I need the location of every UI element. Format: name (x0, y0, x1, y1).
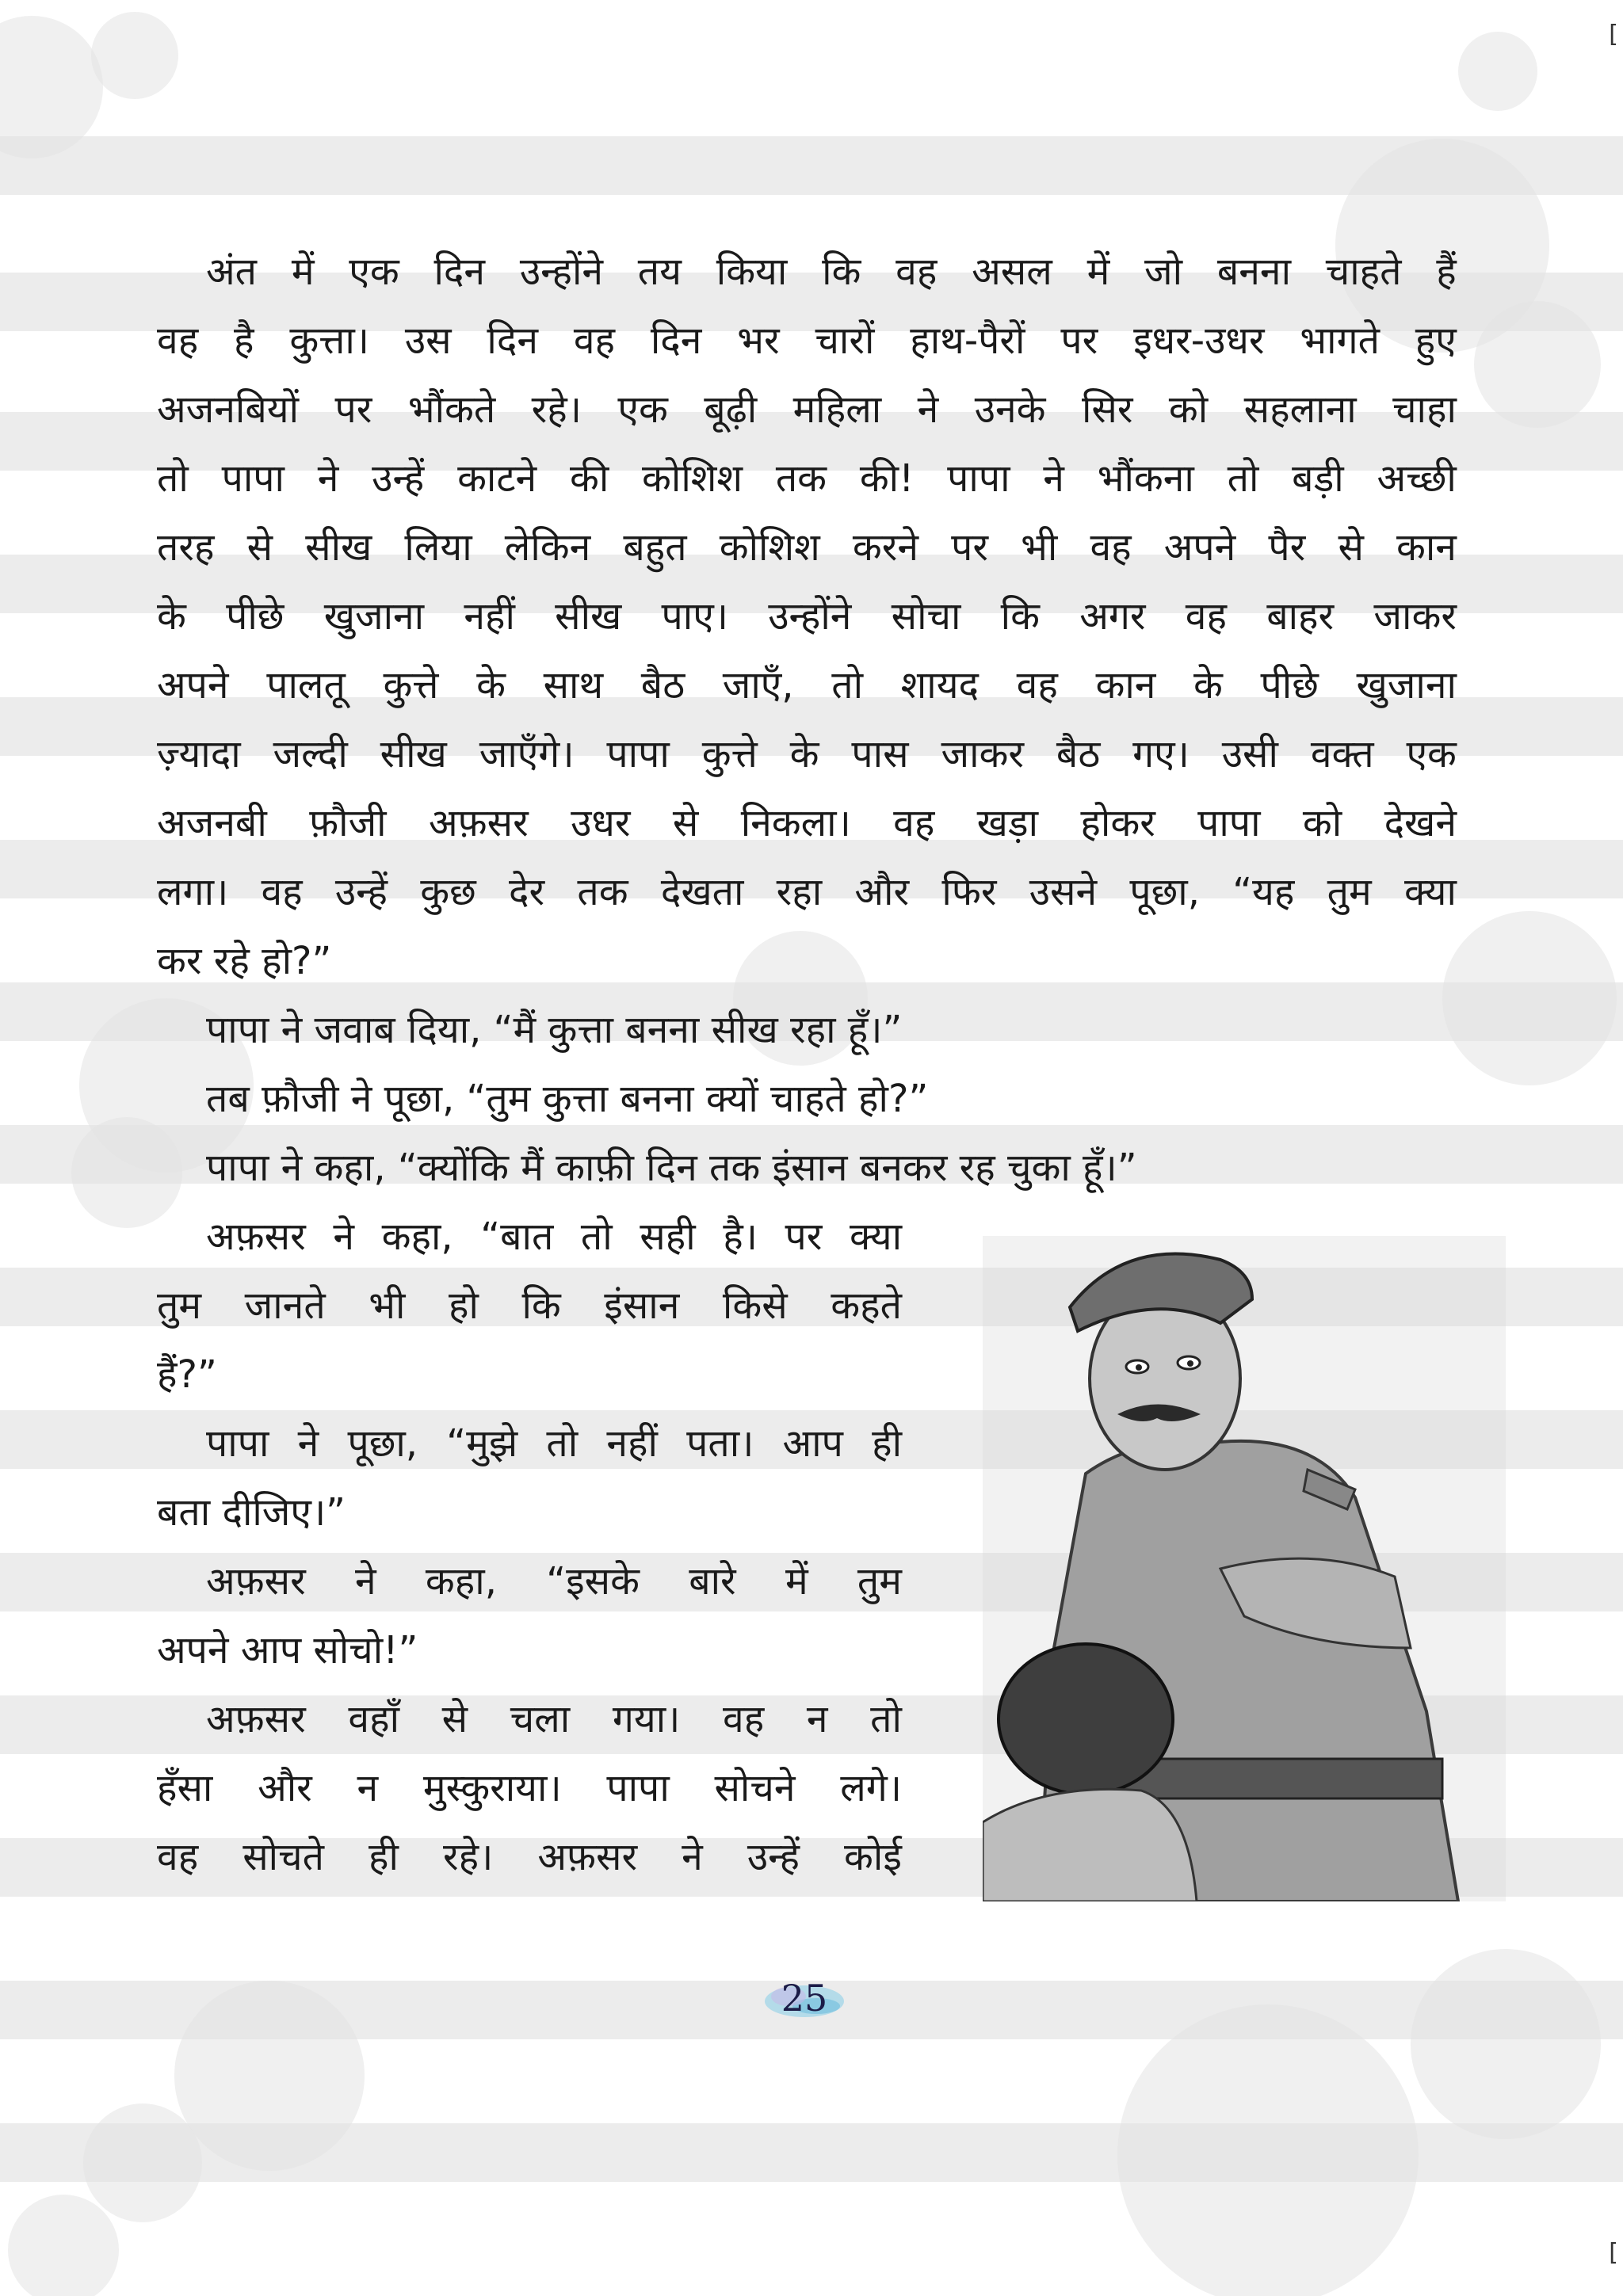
text-line (157, 720, 1457, 789)
word: “मुझे (446, 1421, 518, 1466)
word: तो (580, 1215, 613, 1259)
word: खड़ा (976, 801, 1039, 845)
paragraph (157, 1134, 1457, 1203)
word: अफ़सर (428, 801, 529, 845)
word: बारे (689, 1559, 736, 1604)
word: साथ (543, 663, 604, 707)
word: क्या (1403, 870, 1457, 914)
word: भी (369, 1283, 406, 1328)
text-line: बता दीजिए।” (157, 1490, 346, 1535)
word: पर (951, 525, 989, 570)
word: उन्हें (747, 1835, 800, 1879)
word: “बात (480, 1215, 554, 1259)
word: वह (157, 318, 199, 363)
word: कि (521, 1283, 561, 1328)
word: को (1302, 801, 1342, 845)
word: लगा। (157, 870, 229, 914)
word: गए। (1132, 732, 1190, 776)
text-line (157, 651, 1457, 720)
word: वह (1016, 663, 1058, 707)
word: अपने (1163, 525, 1236, 570)
word: देखता (660, 870, 744, 914)
word: अफ़सर (206, 1559, 306, 1604)
paragraph (157, 1409, 902, 1547)
word: पालतू (266, 663, 346, 707)
word: हाथ-पैरों (910, 318, 1025, 363)
word: पापा (606, 732, 670, 776)
word: पास (851, 732, 909, 776)
word: कोशिश (642, 456, 743, 501)
word: ने (333, 1215, 354, 1259)
word: लिया (404, 525, 472, 570)
word: खुजाना (1356, 663, 1457, 707)
word: पैर (1268, 525, 1306, 570)
word: खुजाना (323, 594, 425, 639)
text-line (157, 444, 1457, 513)
word: अगर (1079, 594, 1146, 639)
crop-mark-bottom-right: [ (1606, 2239, 1621, 2267)
text-line (157, 307, 1457, 376)
word: दिन (650, 318, 702, 363)
paragraph (157, 238, 1457, 996)
word: क्या (850, 1215, 902, 1259)
word: हो (448, 1283, 479, 1328)
word: और (854, 870, 910, 914)
word: जानते (244, 1283, 326, 1328)
word: तुम (157, 1283, 202, 1328)
word: की! (859, 456, 915, 501)
word: तो (870, 1697, 902, 1741)
word: जल्दी (273, 732, 348, 776)
word: ने (297, 1421, 319, 1466)
word: उन्होंने (768, 594, 852, 639)
word: कि (1000, 594, 1040, 639)
word: सोचने (714, 1766, 796, 1810)
word: असल (972, 250, 1052, 294)
word: हुए (1415, 318, 1457, 363)
word: सही (640, 1215, 696, 1259)
word: पापा (606, 1766, 670, 1810)
word: भागते (1300, 318, 1380, 363)
word: चारों (815, 318, 875, 363)
word: अफ़सर (206, 1697, 306, 1741)
word: न (357, 1766, 379, 1810)
word: तो (831, 663, 863, 707)
word: तो (546, 1421, 579, 1466)
text-line (157, 513, 1457, 582)
word: वह (1090, 525, 1132, 570)
word: कुत्ता। (289, 318, 369, 363)
word: कहा, (425, 1559, 497, 1604)
word: वह (896, 250, 938, 294)
word: पर (785, 1215, 823, 1259)
word: काटने (457, 456, 537, 501)
word: ही (369, 1835, 399, 1879)
word: दिन (433, 250, 486, 294)
text-line (157, 789, 1457, 858)
word: देखने (1384, 801, 1457, 845)
word: कुत्ते (383, 663, 439, 707)
word: इधर-उधर (1133, 318, 1265, 363)
paragraph (157, 1685, 902, 1892)
word: में (1086, 250, 1110, 294)
word: पापा (206, 1421, 269, 1466)
paragraph (157, 1547, 902, 1685)
word: उन्हें (334, 870, 388, 914)
word: नहीं (606, 1421, 658, 1466)
word: “इसके (546, 1559, 640, 1604)
word: लगे। (840, 1766, 902, 1810)
word: बाहर (1266, 594, 1335, 639)
word: पीछे (1260, 663, 1319, 707)
text-line: हैं?” (157, 1352, 217, 1397)
word: जाकर (1373, 594, 1457, 639)
word: सीख (305, 525, 372, 570)
word: बैठ (640, 663, 685, 707)
word: न (806, 1697, 828, 1741)
text-line (157, 858, 1457, 927)
word: वह (723, 1697, 765, 1741)
word: पापा (1197, 801, 1261, 845)
word: तो (1227, 456, 1259, 501)
text-line (157, 1754, 902, 1823)
text-line: कर रहे हो?” (157, 939, 332, 983)
word: शायद (900, 663, 980, 707)
word: कहते (831, 1283, 902, 1328)
word: फ़ौजी (309, 801, 387, 845)
word: कुछ (420, 870, 476, 914)
word: है। (723, 1215, 758, 1259)
word: सीख (380, 732, 447, 776)
word: जो (1144, 250, 1183, 294)
crop-mark-top-right: [ (1606, 21, 1621, 48)
word: वह (893, 801, 935, 845)
word: उन्होंने (519, 250, 604, 294)
word: वह (1185, 594, 1227, 639)
word: वह (157, 1835, 199, 1879)
word: वह (573, 318, 615, 363)
text-line (157, 1272, 902, 1341)
word: वक्त (1310, 732, 1374, 776)
word: आप (782, 1421, 843, 1466)
word: उन्हें (372, 456, 425, 501)
word: ने (317, 456, 339, 501)
word: होकर (1080, 801, 1155, 845)
word: अच्छी (1377, 456, 1457, 501)
word: महिला (792, 387, 882, 432)
paragraph (157, 996, 1457, 1065)
word: है (234, 318, 254, 363)
text-line (157, 582, 1457, 651)
word: अफ़सर (537, 1835, 638, 1879)
word: चाहते (1325, 250, 1402, 294)
word: बनना (1216, 250, 1291, 294)
word: सिर (1081, 387, 1133, 432)
word: उसने (1029, 870, 1098, 914)
word: के (157, 594, 186, 639)
word: अजनबियों (157, 387, 300, 432)
word: मुस्कुराया। (422, 1766, 562, 1810)
word: तक (577, 870, 628, 914)
word: से (672, 801, 699, 845)
word: जाएँगे। (479, 732, 575, 776)
word: उस (404, 318, 452, 363)
word: ने (1043, 456, 1064, 501)
word: दिन (487, 318, 538, 363)
word: सोचा (891, 594, 961, 639)
word: ने (682, 1835, 703, 1879)
word: कहा, (381, 1215, 453, 1259)
word: एक (349, 250, 399, 294)
word: नहीं (464, 594, 515, 639)
word: एक (1406, 732, 1457, 776)
word: तो (157, 456, 189, 501)
word: तय (637, 250, 682, 294)
word: बड़ी (1292, 456, 1344, 501)
text-line (157, 1685, 902, 1754)
word: तुम (1327, 870, 1372, 914)
word: निकला। (740, 801, 851, 845)
word: के (476, 663, 506, 707)
word: तक (775, 456, 827, 501)
word: उनके (974, 387, 1046, 432)
word: पर (334, 387, 372, 432)
text-line: तब फ़ौजी ने पूछा, “तुम कुत्ता बनना क्यों चाहते हो?” (206, 1077, 929, 1121)
word: भर (737, 318, 780, 363)
word: पापा (947, 456, 1010, 501)
word: वह (261, 870, 303, 914)
word: इंसान (604, 1283, 680, 1328)
word: हँसा (157, 1766, 213, 1810)
word: उसी (1221, 732, 1278, 776)
word: कोई (844, 1835, 902, 1879)
word: पर (1060, 318, 1098, 363)
text-line: पापा ने कहा, “क्योंकि मैं काफ़ी दिन तक इंसान बनकर रह चुका हूँ।” (206, 1146, 1137, 1190)
word: सीख (555, 594, 622, 639)
word: भी (1021, 525, 1058, 570)
word: से (441, 1697, 468, 1741)
word: कान (1095, 663, 1156, 707)
word: लेकिन (504, 525, 591, 570)
word: बैठ (1056, 732, 1101, 776)
word: अंत (206, 250, 258, 294)
word: से (246, 525, 273, 570)
page-number (761, 1974, 848, 2022)
word: ही (872, 1421, 902, 1466)
word: रहे। (531, 387, 582, 432)
word: रहे। (442, 1835, 494, 1879)
word: पता। (686, 1421, 754, 1466)
word: पापा (221, 456, 285, 501)
word: तरह (157, 525, 215, 570)
word: और (258, 1766, 312, 1810)
word: देर (509, 870, 545, 914)
word: कि (822, 250, 861, 294)
word: “यह (1232, 870, 1295, 914)
word: ज़्यादा (157, 732, 241, 776)
word: से (1338, 525, 1364, 570)
text-line (157, 1547, 902, 1616)
page-number-text: 25 (781, 1977, 828, 2019)
word: पूछा, (1129, 870, 1200, 914)
word: पाए। (661, 594, 728, 639)
word: में (785, 1559, 808, 1604)
paragraph (157, 1203, 902, 1409)
word: किसे (722, 1283, 788, 1328)
word: वहाँ (348, 1697, 400, 1741)
word: तुम (857, 1559, 902, 1604)
story-text (157, 238, 1457, 1892)
word: जाएँ, (722, 663, 794, 707)
text-line (157, 1203, 902, 1272)
word: की (569, 456, 609, 501)
word: भौंकना (1097, 456, 1194, 501)
word: पूछा, (347, 1421, 418, 1466)
word: चला (510, 1697, 571, 1741)
word: चाहा (1392, 387, 1457, 432)
word: सहलाना (1243, 387, 1357, 432)
word: जाकर (941, 732, 1025, 776)
word: अपने (157, 663, 229, 707)
word: ने (355, 1559, 376, 1604)
word: कोशिश (719, 525, 820, 570)
word: के (789, 732, 819, 776)
word: अफ़सर (206, 1215, 306, 1259)
text-line: अपने आप सोचो!” (157, 1628, 418, 1672)
word: रहा (776, 870, 823, 914)
word: गया। (612, 1697, 681, 1741)
word: में (291, 250, 315, 294)
word: अजनबी (157, 801, 267, 845)
word: बहुत (623, 525, 687, 570)
word: सोचते (242, 1835, 324, 1879)
text-line (157, 1823, 902, 1892)
word: को (1168, 387, 1209, 432)
word: करने (852, 525, 919, 570)
word: हैं (1436, 250, 1457, 294)
word: उधर (571, 801, 631, 845)
word: भौंकते (407, 387, 496, 432)
text-line (157, 376, 1457, 444)
word: के (1193, 663, 1223, 707)
text-line (157, 238, 1457, 307)
word: किया (716, 250, 788, 294)
word: बूढ़ी (704, 387, 758, 432)
paragraph (157, 1065, 1457, 1134)
word: ने (917, 387, 939, 432)
word: एक (617, 387, 668, 432)
word: पीछे (226, 594, 285, 639)
word: फिर (941, 870, 997, 914)
text-line (157, 1409, 902, 1478)
word: कुत्ते (701, 732, 758, 776)
word: कान (1396, 525, 1457, 570)
text-line: पापा ने जवाब दिया, “मैं कुत्ता बनना सीख रहा हूँ।” (206, 1008, 903, 1052)
